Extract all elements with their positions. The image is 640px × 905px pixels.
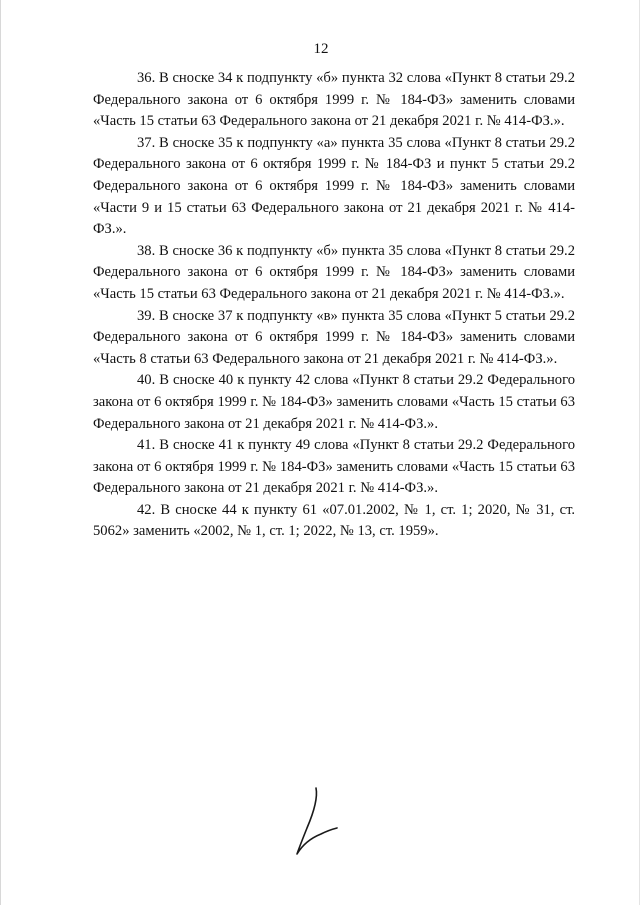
paragraph-42: 42. В сноске 44 к пункту 61 «07.01.2002, № 1, ст. 1; 2020, № 31, ст. 5062» заменить «2002, № 1, ст. 1; 2022, № 13, ст. 1959».: [93, 501, 575, 540]
paragraph-36: 36. В сноске 34 к подпункту «б» пункта 32 слова «Пункт 8 статьи 29.2 Федерального закона от 6 октября 1999 г. № 184-ФЗ» заменить словами «Часть 15 статьи 63 Федерального закона от 21 декабря 2021 г. № 414-ФЗ.».: [93, 70, 575, 130]
document-body: [93, 68, 575, 543]
paragraph-39: 39. В сноске 37 к подпункту «в» пункта 35 слова «Пункт 5 статьи 29.2 Федерального закона от 6 октября 1999 г. № 184-ФЗ» заменить словами «Часть 8 статьи 63 Федерального закона от 21 декабря 2021 г. № 414-ФЗ.».: [93, 307, 575, 367]
page-number: 12: [313, 41, 329, 57]
signature-stroke: [297, 788, 337, 854]
paragraph-38: 38. В сноске 36 к подпункту «б» пункта 35 слова «Пункт 8 статьи 29.2 Федерального закона от 6 октября 1999 г. № 184-ФЗ» заменить словами «Часть 15 статьи 63 Федерального закона от 21 декабря 2021 г. № 414-ФЗ.».: [93, 242, 575, 302]
paragraph-37: 37. В сноске 35 к подпункту «а» пункта 35 слова «Пункт 8 статьи 29.2 Федерального закона от 6 октября 1999 г. № 184-ФЗ и пункт 5 статьи 29.2 Федерального закона от 6 октября 1999 г. № 184-ФЗ» заменить словами «Части 9 и 15 статьи 63 Федерального закона от 21 декабря 2021 г. № 414-ФЗ.».: [93, 134, 575, 238]
paragraph-41: 41. В сноске 41 к пункту 49 слова «Пункт 8 статьи 29.2 Федерального закона от 6 октября 1999 г. № 184-ФЗ» заменить словами «Часть 15 статьи 63 Федерального закона от 21 декабря 2021 г. № 414-ФЗ.».: [93, 437, 575, 497]
paragraph-40: 40. В сноске 40 к пункту 42 слова «Пункт 8 статьи 29.2 Федерального закона от 6 октября 1999 г. № 184-ФЗ» заменить словами «Часть 15 статьи 63 Федерального закона от 21 декабря 2021 г. № 414-ФЗ.».: [93, 372, 575, 432]
signature-icon: [289, 784, 341, 858]
